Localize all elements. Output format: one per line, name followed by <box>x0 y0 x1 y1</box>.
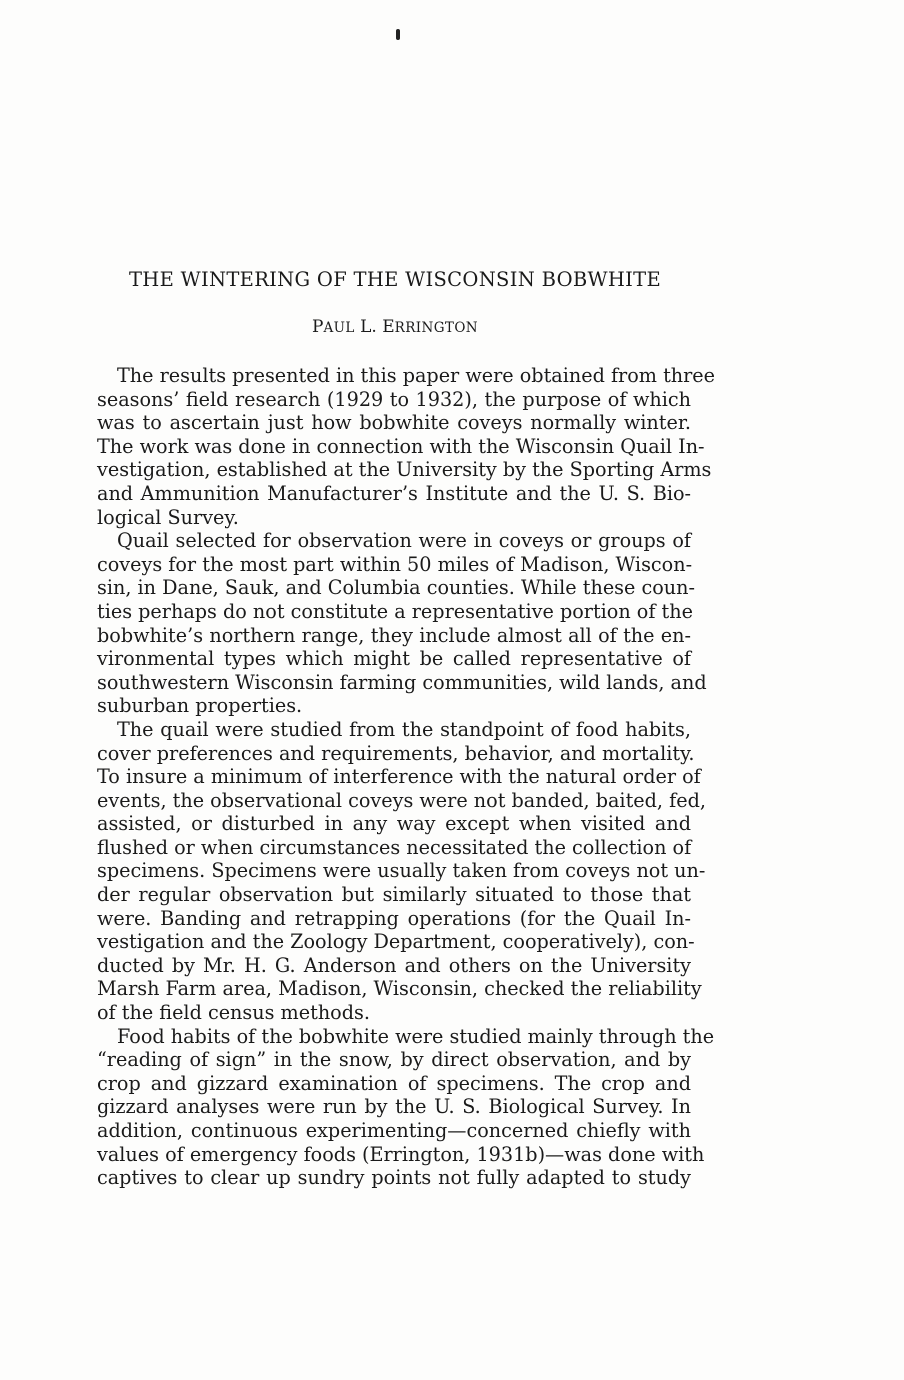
paragraph-line: vestigation and the Zoology Department, cooperatively), con- <box>97 930 695 954</box>
paragraph-line: were. Banding and retrapping operations (for the Quail In- <box>97 906 691 930</box>
author-name <box>100 314 690 341</box>
paragraph <box>97 717 706 1025</box>
paragraph-line: der regular observation but similarly situated to those that <box>97 883 691 907</box>
paragraph-line: seasons’ field research (1929 to 1932), the purpose of which <box>97 387 691 411</box>
scan-speck <box>396 29 400 40</box>
author-first-rest: AUL <box>323 320 355 336</box>
paragraph-line: The results presented in this paper were obtained from three <box>117 364 716 387</box>
paragraph-line: vironmental types which might be called representative of <box>97 647 691 671</box>
paragraph <box>97 529 707 718</box>
author-last-rest: RRINGTON <box>394 320 479 336</box>
paragraph-line: cover preferences and requirements, behavior, and mortality. <box>97 741 695 765</box>
paragraph-line: specimens. Specimens were usually taken from coveys not un- <box>97 859 706 883</box>
paragraph-line: Food habits of the bobwhite were studied mainly through the <box>117 1024 715 1048</box>
paragraph-line: was to ascertain just how bobwhite coveys normally winter. <box>97 411 691 435</box>
paragraph-line: flushed or when circumstances necessitated the collection of <box>97 835 692 859</box>
paragraph-line: The quail were studied from the standpoint of food habits, <box>117 717 691 741</box>
paragraph-line: events, the observational coveys were not banded, baited, fed, <box>97 788 706 812</box>
paragraph-line: ducted by Mr. H. G. Anderson and others on the University <box>97 953 691 977</box>
paragraph-line: ties perhaps do not constitute a representative portion of the <box>97 599 693 623</box>
paragraph-line: southwestern Wisconsin farming communities, wild lands, and <box>97 670 707 694</box>
paragraph-line: gizzard analyses were run by the U. S. Biological Survey. In <box>97 1095 691 1119</box>
paragraph-line: logical Survey. <box>97 505 239 529</box>
author-middle: L. <box>354 317 383 337</box>
paragraph-line: Marsh Farm area, Madison, Wisconsin, checked the reliability <box>97 977 702 1001</box>
paragraph-line: vestigation, established at the University by the Sporting Arms <box>97 458 712 482</box>
paragraph-line: “reading of sign” in the snow, by direct observation, and by <box>97 1048 691 1072</box>
paragraph-line: bobwhite’s northern range, they include almost all of the en- <box>97 623 691 647</box>
paragraph-line: suburban properties. <box>97 694 303 718</box>
paragraph-line: values of emergency foods (Errington, 1931b)—was done with <box>97 1142 705 1166</box>
author-first-initial: P <box>311 317 324 337</box>
paragraph-line: To insure a minimum of interference with the natural order of <box>97 765 701 789</box>
article-body <box>97 364 716 1190</box>
author-last-initial: E <box>382 317 395 337</box>
paragraph-line: of the field census methods. <box>97 1001 370 1025</box>
paragraph-line: The work was done in connection with the Wisconsin Quail In- <box>97 434 705 458</box>
paragraph-line: addition, continuous experimenting—concerned chiefly with <box>97 1119 691 1142</box>
article-title: THE WINTERING OF THE WISCONSIN BOBWHITE <box>129 268 661 291</box>
paragraph <box>97 364 716 529</box>
paragraph-line: and Ammunition Manufacturer’s Institute and the U. S. Bio- <box>97 481 691 505</box>
paragraph-line: coveys for the most part within 50 miles of Madison, Wiscon- <box>97 552 693 576</box>
paragraph-line: captives to clear up sundry points not fully adapted to study <box>97 1166 691 1190</box>
paragraph-line: sin, in Dane, Sauk, and Columbia counties. While these coun- <box>97 576 695 600</box>
paragraph-line: Quail selected for observation were in coveys or groups of <box>117 529 691 553</box>
paragraph-line: assisted, or disturbed in any way except when visited and <box>97 812 691 836</box>
paragraph-line: crop and gizzard examination of specimens. The crop and <box>97 1071 691 1095</box>
paragraph <box>97 1024 715 1190</box>
